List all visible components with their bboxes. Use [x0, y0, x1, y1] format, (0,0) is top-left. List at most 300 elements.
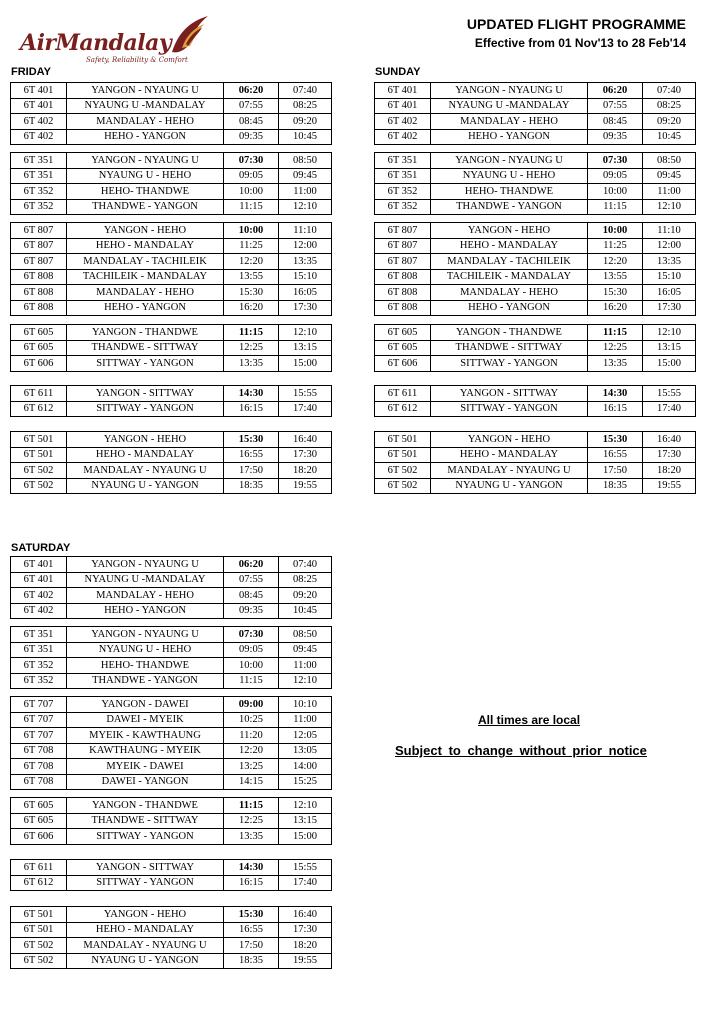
- departure-time-cell: 06:20: [224, 557, 279, 573]
- route-cell: HEHO - MANDALAY: [67, 238, 224, 254]
- table-row: [11, 922, 332, 938]
- departure-time-cell: 11:15: [224, 798, 279, 814]
- flight-number-cell: 6T 502: [375, 463, 431, 479]
- arrival-time-cell: 11:00: [279, 712, 332, 728]
- arrival-time-cell: 08:50: [643, 153, 696, 169]
- flight-number-cell: 6T 401: [11, 98, 67, 114]
- flight-number-cell: 6T 352: [11, 184, 67, 200]
- departure-time-cell: 08:45: [224, 588, 279, 604]
- flight-number-cell: 6T 351: [11, 153, 67, 169]
- departure-time-cell: 08:45: [588, 114, 643, 130]
- route-cell: DAWEI - YANGON: [67, 774, 224, 790]
- route-cell: YANGON - NYAUNG U: [67, 153, 224, 169]
- route-cell: NYAUNG U -MANDALAY: [67, 572, 224, 588]
- departure-time-cell: 16:20: [224, 300, 279, 316]
- departure-time-cell: 18:35: [224, 953, 279, 969]
- table-row: [11, 697, 332, 713]
- flight-number-cell: 6T 605: [11, 813, 67, 829]
- arrival-time-cell: 10:45: [643, 129, 696, 145]
- flight-number-cell: 6T 708: [11, 774, 67, 790]
- route-cell: SITTWAY - YANGON: [67, 829, 224, 845]
- flight-number-cell: 6T 606: [11, 356, 67, 372]
- flight-number-cell: 6T 605: [375, 340, 431, 356]
- flight-number-cell: 6T 808: [375, 285, 431, 301]
- route-cell: SITTWAY - YANGON: [431, 401, 588, 417]
- flight-number-cell: 6T 808: [11, 269, 67, 285]
- table-row: [11, 432, 332, 448]
- table-row: [11, 938, 332, 954]
- route-cell: HEHO - YANGON: [431, 300, 588, 316]
- route-cell: YANGON - THANDWE: [67, 325, 224, 341]
- arrival-time-cell: 13:35: [279, 254, 332, 270]
- arrival-time-cell: 11:10: [643, 223, 696, 239]
- table-row: [11, 813, 332, 829]
- route-cell: SITTWAY - YANGON: [431, 356, 588, 372]
- table-row: [11, 478, 332, 494]
- departure-time-cell: 09:05: [224, 168, 279, 184]
- route-cell: THANDWE - YANGON: [431, 199, 588, 215]
- flight-group-table: [10, 82, 332, 145]
- arrival-time-cell: 14:00: [279, 759, 332, 775]
- flight-number-cell: 6T 352: [11, 673, 67, 689]
- route-cell: MANDALAY - HEHO: [67, 588, 224, 604]
- departure-time-cell: 06:20: [224, 83, 279, 99]
- route-cell: NYAUNG U -MANDALAY: [67, 98, 224, 114]
- flight-number-cell: 6T 807: [375, 254, 431, 270]
- table-row: [375, 98, 696, 114]
- flight-number-cell: 6T 612: [11, 401, 67, 417]
- table-row: [11, 129, 332, 145]
- departure-time-cell: 09:05: [224, 642, 279, 658]
- route-cell: YANGON - NYAUNG U: [67, 83, 224, 99]
- flight-number-cell: 6T 351: [11, 642, 67, 658]
- arrival-time-cell: 08:25: [279, 572, 332, 588]
- flight-number-cell: 6T 402: [11, 603, 67, 619]
- departure-time-cell: 11:15: [224, 199, 279, 215]
- page-title: UPDATED FLIGHT PROGRAMME: [466, 16, 686, 32]
- arrival-time-cell: 07:40: [279, 557, 332, 573]
- airline-logo: [16, 14, 216, 66]
- departure-time-cell: 10:00: [224, 184, 279, 200]
- flight-group-table: [10, 152, 332, 215]
- table-row: [375, 153, 696, 169]
- local-times-note: All times are local: [478, 713, 581, 727]
- arrival-time-cell: 13:15: [279, 340, 332, 356]
- day-label-saturday: SATURDAY: [11, 542, 71, 554]
- arrival-time-cell: 12:10: [279, 798, 332, 814]
- flight-number-cell: 6T 707: [11, 728, 67, 744]
- arrival-time-cell: 10:45: [279, 129, 332, 145]
- table-row: [11, 860, 332, 876]
- table-row: [11, 743, 332, 759]
- arrival-time-cell: 15:00: [279, 356, 332, 372]
- table-row: [11, 199, 332, 215]
- day-label-friday: FRIDAY: [11, 66, 51, 78]
- flight-number-cell: 6T 611: [11, 860, 67, 876]
- arrival-time-cell: 08:50: [279, 153, 332, 169]
- arrival-time-cell: 16:40: [643, 432, 696, 448]
- table-row: [11, 557, 332, 573]
- arrival-time-cell: 17:30: [279, 447, 332, 463]
- route-cell: YANGON - HEHO: [431, 432, 588, 448]
- route-cell: NYAUNG U -MANDALAY: [431, 98, 588, 114]
- flight-number-cell: 6T 707: [11, 712, 67, 728]
- route-cell: SITTWAY - YANGON: [67, 401, 224, 417]
- arrival-time-cell: 17:30: [279, 300, 332, 316]
- route-cell: MANDALAY - NYAUNG U: [67, 463, 224, 479]
- table-row: [11, 463, 332, 479]
- table-row: [375, 254, 696, 270]
- arrival-time-cell: 07:40: [643, 83, 696, 99]
- arrival-time-cell: 19:55: [279, 953, 332, 969]
- flight-group-table: [10, 906, 332, 969]
- flight-group-table: [10, 385, 332, 417]
- table-row: [375, 168, 696, 184]
- departure-time-cell: 17:50: [588, 463, 643, 479]
- route-cell: YANGON - THANDWE: [431, 325, 588, 341]
- arrival-time-cell: 17:30: [643, 300, 696, 316]
- flight-number-cell: 6T 606: [11, 829, 67, 845]
- table-row: [375, 463, 696, 479]
- table-row: [11, 774, 332, 790]
- table-row: [11, 285, 332, 301]
- route-cell: NYAUNG U - YANGON: [67, 953, 224, 969]
- departure-time-cell: 12:20: [224, 254, 279, 270]
- route-cell: KAWTHAUNG - MYEIK: [67, 743, 224, 759]
- arrival-time-cell: 13:15: [643, 340, 696, 356]
- departure-time-cell: 16:15: [588, 401, 643, 417]
- arrival-time-cell: 15:55: [279, 860, 332, 876]
- flight-number-cell: 6T 807: [11, 254, 67, 270]
- table-row: [11, 572, 332, 588]
- flight-number-cell: 6T 611: [375, 386, 431, 402]
- page-subtitle: Effective from 01 Nov'13 to 28 Feb'14: [474, 36, 686, 50]
- arrival-time-cell: 12:05: [279, 728, 332, 744]
- table-row: [11, 386, 332, 402]
- departure-time-cell: 13:55: [588, 269, 643, 285]
- flight-number-cell: 6T 708: [11, 743, 67, 759]
- arrival-time-cell: 17:40: [279, 401, 332, 417]
- flight-number-cell: 6T 807: [375, 238, 431, 254]
- departure-time-cell: 11:15: [588, 199, 643, 215]
- arrival-time-cell: 13:35: [643, 254, 696, 270]
- flight-number-cell: 6T 401: [11, 557, 67, 573]
- flight-number-cell: 6T 352: [375, 184, 431, 200]
- departure-time-cell: 09:05: [588, 168, 643, 184]
- route-cell: MANDALAY - TACHILEIK: [431, 254, 588, 270]
- arrival-time-cell: 12:00: [279, 238, 332, 254]
- flight-number-cell: 6T 611: [11, 386, 67, 402]
- route-cell: TACHILEIK - MANDALAY: [431, 269, 588, 285]
- flight-group-table: [374, 152, 696, 215]
- departure-time-cell: 16:55: [588, 447, 643, 463]
- table-row: [11, 712, 332, 728]
- route-cell: YANGON - SITTWAY: [67, 386, 224, 402]
- flight-number-cell: 6T 401: [375, 98, 431, 114]
- arrival-time-cell: 16:05: [279, 285, 332, 301]
- route-cell: NYAUNG U - YANGON: [431, 478, 588, 494]
- table-row: [11, 401, 332, 417]
- arrival-time-cell: 09:45: [643, 168, 696, 184]
- departure-time-cell: 12:25: [224, 813, 279, 829]
- arrival-time-cell: 12:00: [643, 238, 696, 254]
- flight-number-cell: 6T 612: [11, 875, 67, 891]
- departure-time-cell: 16:55: [224, 447, 279, 463]
- arrival-time-cell: 15:55: [643, 386, 696, 402]
- departure-time-cell: 13:35: [224, 356, 279, 372]
- table-row: [375, 238, 696, 254]
- flight-number-cell: 6T 351: [11, 627, 67, 643]
- flight-number-cell: 6T 501: [11, 922, 67, 938]
- table-row: [375, 269, 696, 285]
- arrival-time-cell: 11:00: [643, 184, 696, 200]
- arrival-time-cell: 19:55: [279, 478, 332, 494]
- departure-time-cell: 12:20: [224, 743, 279, 759]
- departure-time-cell: 16:20: [588, 300, 643, 316]
- departure-time-cell: 12:25: [224, 340, 279, 356]
- departure-time-cell: 07:55: [224, 98, 279, 114]
- flight-number-cell: 6T 501: [11, 907, 67, 923]
- route-cell: THANDWE - SITTWAY: [67, 813, 224, 829]
- route-cell: HEHO - YANGON: [431, 129, 588, 145]
- flight-number-cell: 6T 401: [11, 83, 67, 99]
- departure-time-cell: 09:35: [224, 603, 279, 619]
- flight-group-table: [10, 556, 332, 619]
- route-cell: SITTWAY - YANGON: [67, 356, 224, 372]
- arrival-time-cell: 10:45: [279, 603, 332, 619]
- flight-number-cell: 6T 402: [11, 129, 67, 145]
- departure-time-cell: 15:30: [588, 432, 643, 448]
- flight-group-table: [374, 385, 696, 417]
- table-row: [11, 83, 332, 99]
- table-row: [375, 478, 696, 494]
- departure-time-cell: 14:15: [224, 774, 279, 790]
- change-notice: Subject to change without prior notice: [395, 743, 647, 758]
- flight-number-cell: 6T 351: [375, 153, 431, 169]
- table-row: [11, 356, 332, 372]
- departure-time-cell: 06:20: [588, 83, 643, 99]
- departure-time-cell: 07:55: [588, 98, 643, 114]
- departure-time-cell: 10:25: [224, 712, 279, 728]
- table-row: [11, 759, 332, 775]
- departure-time-cell: 07:55: [224, 572, 279, 588]
- arrival-time-cell: 17:30: [279, 922, 332, 938]
- arrival-time-cell: 16:05: [643, 285, 696, 301]
- table-row: [375, 199, 696, 215]
- table-row: [11, 325, 332, 341]
- departure-time-cell: 13:55: [224, 269, 279, 285]
- flight-number-cell: 6T 502: [11, 463, 67, 479]
- route-cell: MYEIK - KAWTHAUNG: [67, 728, 224, 744]
- table-row: [11, 98, 332, 114]
- departure-time-cell: 16:15: [224, 401, 279, 417]
- arrival-time-cell: 12:10: [643, 325, 696, 341]
- arrival-time-cell: 13:05: [279, 743, 332, 759]
- flight-number-cell: 6T 808: [375, 300, 431, 316]
- arrival-time-cell: 15:55: [279, 386, 332, 402]
- flight-number-cell: 6T 807: [375, 223, 431, 239]
- route-cell: YANGON - HEHO: [67, 223, 224, 239]
- table-row: [11, 269, 332, 285]
- arrival-time-cell: 17:30: [643, 447, 696, 463]
- table-row: [11, 875, 332, 891]
- departure-time-cell: 14:30: [588, 386, 643, 402]
- table-row: [11, 829, 332, 845]
- departure-time-cell: 07:30: [224, 153, 279, 169]
- flight-group-table: [10, 859, 332, 891]
- phoenix-emblem-icon: [164, 14, 212, 58]
- flight-number-cell: 6T 605: [11, 325, 67, 341]
- departure-time-cell: 15:30: [224, 907, 279, 923]
- flight-number-cell: 6T 352: [11, 199, 67, 215]
- table-row: [375, 300, 696, 316]
- flight-number-cell: 6T 501: [11, 447, 67, 463]
- arrival-time-cell: 16:40: [279, 907, 332, 923]
- departure-time-cell: 08:45: [224, 114, 279, 130]
- table-row: [375, 401, 696, 417]
- flight-group-table: [10, 797, 332, 845]
- arrival-time-cell: 15:10: [643, 269, 696, 285]
- departure-time-cell: 13:25: [224, 759, 279, 775]
- route-cell: HEHO - YANGON: [67, 300, 224, 316]
- departure-time-cell: 10:00: [224, 223, 279, 239]
- flight-group-table: [374, 431, 696, 494]
- route-cell: HEHO - MANDALAY: [431, 447, 588, 463]
- table-row: [375, 386, 696, 402]
- departure-time-cell: 18:35: [588, 478, 643, 494]
- route-cell: YANGON - HEHO: [67, 907, 224, 923]
- arrival-time-cell: 11:10: [279, 223, 332, 239]
- arrival-time-cell: 15:10: [279, 269, 332, 285]
- route-cell: YANGON - NYAUNG U: [67, 627, 224, 643]
- departure-time-cell: 07:30: [224, 627, 279, 643]
- departure-time-cell: 11:15: [224, 325, 279, 341]
- flight-number-cell: 6T 612: [375, 401, 431, 417]
- route-cell: YANGON - NYAUNG U: [431, 153, 588, 169]
- route-cell: YANGON - HEHO: [67, 432, 224, 448]
- arrival-time-cell: 07:40: [279, 83, 332, 99]
- route-cell: THANDWE - SITTWAY: [67, 340, 224, 356]
- flight-group-table: [10, 626, 332, 689]
- departure-time-cell: 15:30: [588, 285, 643, 301]
- table-row: [11, 340, 332, 356]
- route-cell: MANDALAY - HEHO: [67, 285, 224, 301]
- table-row: [11, 728, 332, 744]
- departure-time-cell: 18:35: [224, 478, 279, 494]
- table-row: [11, 953, 332, 969]
- route-cell: HEHO - YANGON: [67, 129, 224, 145]
- route-cell: NYAUNG U - HEHO: [431, 168, 588, 184]
- flight-number-cell: 6T 501: [11, 432, 67, 448]
- table-row: [11, 300, 332, 316]
- table-row: [11, 658, 332, 674]
- flight-number-cell: 6T 807: [11, 238, 67, 254]
- departure-time-cell: 13:35: [588, 356, 643, 372]
- route-cell: THANDWE - SITTWAY: [431, 340, 588, 356]
- departure-time-cell: 15:30: [224, 432, 279, 448]
- flight-number-cell: 6T 401: [11, 572, 67, 588]
- departure-time-cell: 11:20: [224, 728, 279, 744]
- table-row: [11, 603, 332, 619]
- route-cell: HEHO- THANDWE: [431, 184, 588, 200]
- arrival-time-cell: 08:50: [279, 627, 332, 643]
- departure-time-cell: 09:35: [588, 129, 643, 145]
- logo-tagline: Safety, Reliability & Comfort: [86, 56, 188, 64]
- flight-number-cell: 6T 808: [375, 269, 431, 285]
- arrival-time-cell: 11:00: [279, 184, 332, 200]
- flight-number-cell: 6T 401: [375, 83, 431, 99]
- departure-time-cell: 12:25: [588, 340, 643, 356]
- flight-number-cell: 6T 351: [375, 168, 431, 184]
- table-row: [11, 447, 332, 463]
- flight-number-cell: 6T 808: [11, 300, 67, 316]
- arrival-time-cell: 09:45: [279, 168, 332, 184]
- flight-number-cell: 6T 501: [375, 447, 431, 463]
- route-cell: DAWEI - MYEIK: [67, 712, 224, 728]
- arrival-time-cell: 17:40: [643, 401, 696, 417]
- route-cell: NYAUNG U - YANGON: [67, 478, 224, 494]
- route-cell: MANDALAY - HEHO: [67, 114, 224, 130]
- departure-time-cell: 17:50: [224, 463, 279, 479]
- flight-number-cell: 6T 606: [375, 356, 431, 372]
- table-row: [375, 447, 696, 463]
- table-row: [375, 223, 696, 239]
- table-row: [375, 432, 696, 448]
- arrival-time-cell: 15:25: [279, 774, 332, 790]
- departure-time-cell: 10:00: [588, 184, 643, 200]
- arrival-time-cell: 12:10: [643, 199, 696, 215]
- arrival-time-cell: 15:00: [279, 829, 332, 845]
- departure-time-cell: 09:00: [224, 697, 279, 713]
- flight-group-table: [10, 696, 332, 790]
- route-cell: YANGON - SITTWAY: [67, 860, 224, 876]
- table-row: [11, 673, 332, 689]
- route-cell: THANDWE - YANGON: [67, 673, 224, 689]
- route-cell: YANGON - DAWEI: [67, 697, 224, 713]
- arrival-time-cell: 09:20: [643, 114, 696, 130]
- table-row: [11, 627, 332, 643]
- route-cell: MANDALAY - HEHO: [431, 285, 588, 301]
- departure-time-cell: 10:00: [588, 223, 643, 239]
- table-row: [11, 798, 332, 814]
- flight-number-cell: 6T 605: [11, 340, 67, 356]
- flight-number-cell: 6T 708: [11, 759, 67, 775]
- flight-group-table: [374, 82, 696, 145]
- flight-group-table: [374, 222, 696, 316]
- route-cell: HEHO - YANGON: [67, 603, 224, 619]
- table-row: [375, 83, 696, 99]
- route-cell: NYAUNG U - HEHO: [67, 642, 224, 658]
- flight-number-cell: 6T 352: [11, 658, 67, 674]
- arrival-time-cell: 09:45: [279, 642, 332, 658]
- departure-time-cell: 11:15: [588, 325, 643, 341]
- table-row: [11, 254, 332, 270]
- arrival-time-cell: 18:20: [279, 938, 332, 954]
- route-cell: HEHO - MANDALAY: [67, 922, 224, 938]
- flight-number-cell: 6T 707: [11, 697, 67, 713]
- departure-time-cell: 17:50: [224, 938, 279, 954]
- route-cell: YANGON - SITTWAY: [431, 386, 588, 402]
- route-cell: MANDALAY - TACHILEIK: [67, 254, 224, 270]
- departure-time-cell: 15:30: [224, 285, 279, 301]
- route-cell: MANDALAY - NYAUNG U: [431, 463, 588, 479]
- arrival-time-cell: 16:40: [279, 432, 332, 448]
- arrival-time-cell: 09:20: [279, 588, 332, 604]
- arrival-time-cell: 12:10: [279, 199, 332, 215]
- flight-group-table: [10, 431, 332, 494]
- arrival-time-cell: 13:15: [279, 813, 332, 829]
- departure-time-cell: 11:25: [588, 238, 643, 254]
